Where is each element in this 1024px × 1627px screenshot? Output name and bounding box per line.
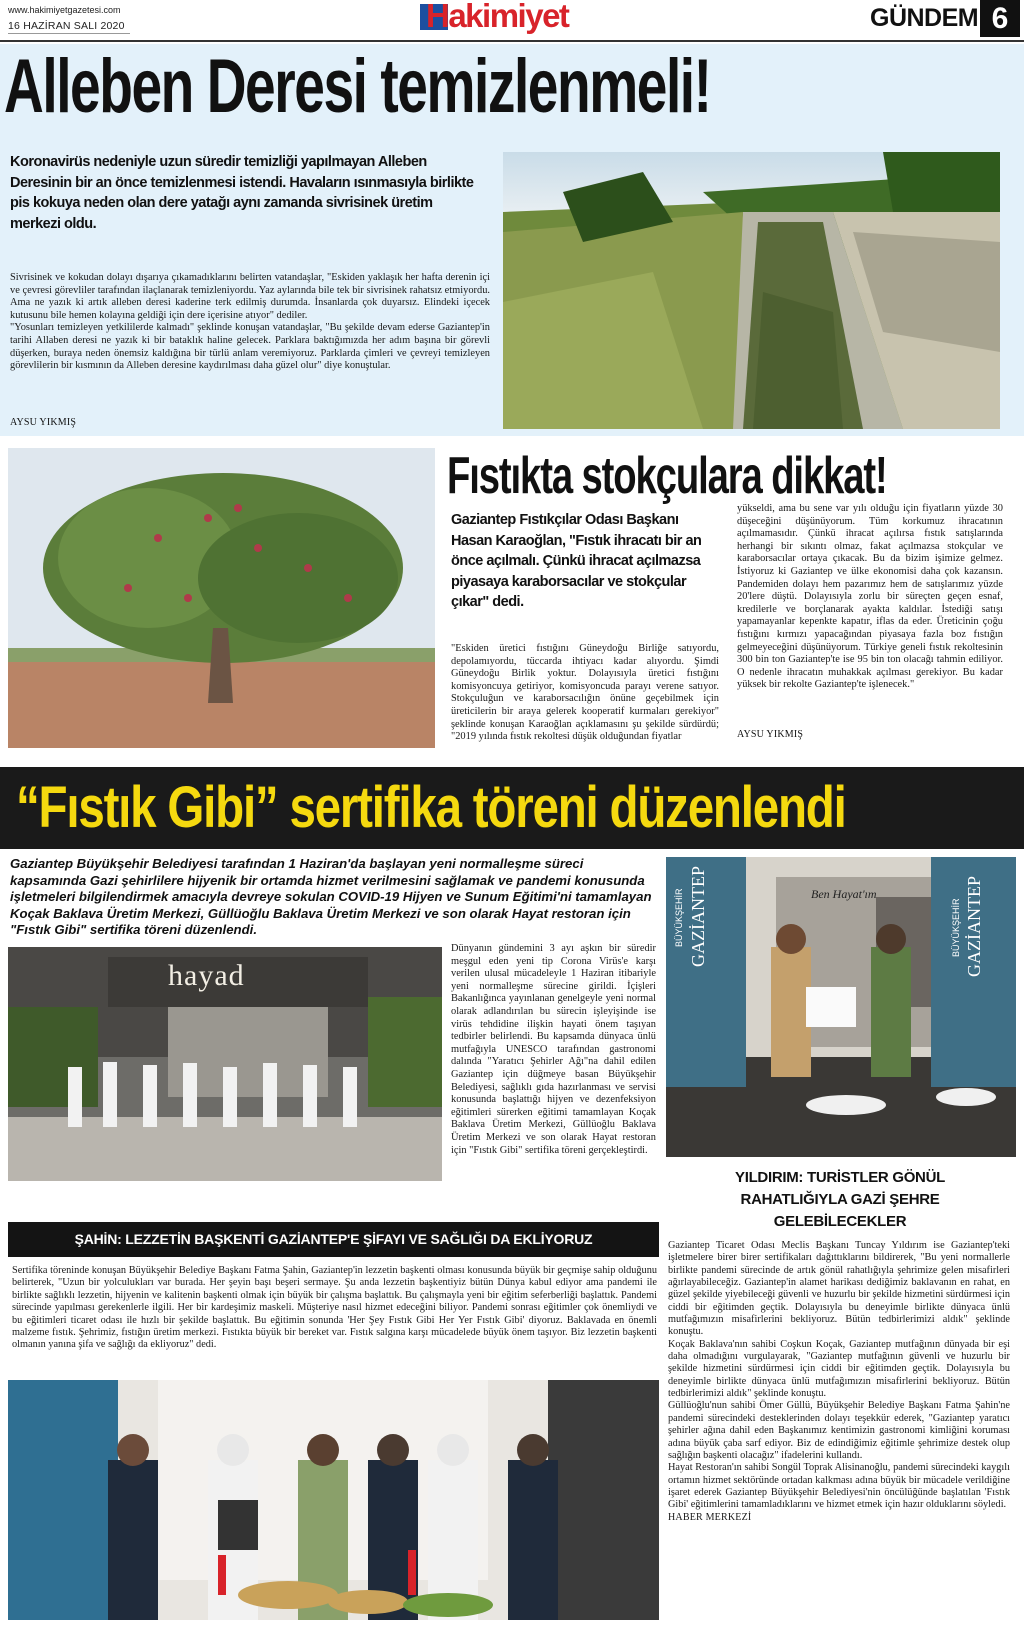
fistik-gibi-headline: “Fıstık Gibi” sertifika töreni düzenlendi — [16, 775, 846, 840]
hayad-sign: hayad — [168, 959, 245, 992]
fistik-author: AYSU YIKMIŞ — [737, 729, 804, 740]
alleben-story — [0, 44, 1024, 436]
pistachio-tree-photo — [8, 448, 435, 748]
alleben-author: AYSU YIKMIŞ — [10, 417, 77, 428]
yildirim-subhead: YILDIRIM: TURİSTLER GÖNÜL RAHATLIĞIYLA GAZİ ŞEHRE GELEBİLECEKLER — [735, 1169, 945, 1230]
alleben-lead: Koronavirüs nedeniyle uzun süredir temizliği yapılmayan Alleben Deresinin bir an önce temizlenmesi istendi. Havaların ısınmasıyla birlikte pis kokuya neden olan dere yatağı aynı zamanda sivrisinek üretim merkezi oldu. — [10, 154, 474, 232]
fistik-body-col2: yükseldi, ama bu sene var yılı olduğu için fiyatların yüzde 30 düşeceğini düşünüyorum. Tüm korkumuz ihracatının açılmamasıdır. Çünkü ihracat açılırsa fıstık satışlarında herhangi bir sıkıntı olmaz, fakat açılmazsa stokçular ve karaborsacılar ortaya çıkacak. Bu da bizim işimize gelmez. İstiyoruz ki Gaziantep ve ülke ekonomisi daha çok kazansın. Pandemiden dolayı hem pazarımız hem de satışlarımız yüzde 20'lere düştü. Dolayısıyla zorlu bir süreçten geçen esnaf, kredilerle ve borçlanarak ayakta kaldılar. İstediği satışı yapamayanlar kepenkte kapatır, iflas da eder. Üreticinin çoğu fıstığını kırmızı yapacağından piyasaya fazla boz fıstığın gelmeyeceğini düşünüyorum. Türkiye geneli fıstık rekoltesinin 300 bin ton Gaziantep'te ise 95 bin ton olacağı tahmin ediliyor. O nedenle ihracatın muhakkak açılması gerekiyor. Bu kadar yüksek bir rekolte Gaziantep'te işlenecek." — [737, 503, 1003, 691]
banner-right-2: GAZİANTEP — [964, 876, 984, 977]
page-number: 6 — [991, 2, 1009, 35]
masthead — [0, 0, 1024, 38]
fistik-gibi-lead: Gaziantep Büyükşehir Belediyesi tarafından 1 Haziran'da başlayan yeni normalleşme süreci kapsamında Gazi şehirlilere hijyenik bir ortamda hizmet verilmesini sağlamak ve pandemi konusunda işletmeleri bilgilendirmek amacıyla devreye sokulan COVID-19 Hijyen ve Sunum Eğitimi'ni tamamlayan Koçak Baklava Üretim Merkezi, Güllüoğlu Baklava Üretim Merkezi ve son olarak Hayat restoran için "Fıstık Gibi" sertifika töreni düzenlendi. — [10, 856, 652, 937]
fistik-body-col1: "Eskiden üretici fıstığını Güneydoğu Birliğe satıyordu, depolamıyordu, tüccarda ihtiyacı kadar alıyordu. Şimdi Güneydoğu Birlik yoktur. Dolayısıyla üretici fıstığını komisyoncuya getiriyor, komisyoncuda parayı verene satıyor. Stokçuluğun ve karaborsacılığın önüne geçebilmek için üreticilerin bir araya gelerek kooperatif kurmaları gerekiyor" şeklinde konuşan Karaoğlan açıklamasını şu şekilde sürdürdü; "2019 yılında fıstık rekoltesi düşük olduğundan fiyatlar — [451, 643, 719, 743]
yildirim-paragraph-2: Koçak Baklava'nın sahibi Coşkun Koçak, Gaziantep mutfağının dünyada bir eşi daha olmadığını vurgulayarak, "Gaziantep mutfağının güvenli ve huzurlu bir şekilde hizmetini sürdürmesi için ciddi bir eğitimden geçtik. Dolayısıyla bu deneyimle birlikte dünyaca ünlü mutfağımızın misafirlerini bekliyoruz. Bütün tedbirlerimizi aldık" şeklinde konuştu. — [668, 1338, 1010, 1400]
date-rule — [8, 33, 130, 34]
alleben-headline: Alleben Deresi temizlenmeli! — [4, 44, 711, 129]
alleben-paragraph-1: Sivrisinek ve kokudan dolayı dışarıya çıkamadıklarını belirten vatandaşlar, "Eskiden yaklaşık her hafta derenin içi ve çevresi görevliler tarafından ilaçlanarak temizleniyordu. Yaz aylarında bile tek bir sivrisinek rahatsız etmiyordu. Ama ne yazık ki artık alleben deresi kaderine terk edilmiş durumda. İnsanlarda çok duyarsız. Elindeki içecek kutusunu bile hemen kolayına geldiği için dere içerisine atıyor" dediler. — [10, 272, 490, 321]
fistik-lead: Gaziantep Fıstıkçılar Odası Başkanı Hasan Karaoğlan, "Fıstık ihracatı bir an önce açılmalı. Çünkü ihracat açılmazsa piyasaya karaborsacılar ve stokçular çıkar" dedi. — [451, 512, 702, 610]
banner-left-2: GAZİANTEP — [688, 866, 708, 967]
wall-sign: Ben Hayat'ım — [811, 887, 877, 901]
alleben-creek-photo — [503, 152, 1000, 429]
sahin-body: Sertifika töreninde konuşan Büyükşehir Belediye Başkanı Fatma Şahin, Gaziantep'in lezzetin başkenti olması konusunda büyük bir geçmişe sahip olduğunu belirterek, "Uzun bir yolculukları var burada. Her şeyin başı beşeri sermaye. Şu anda lezzetin başkentiyiz bütün Dünya kabul ediyor ama pandemi ile birlikte sağlıklı lezzetin, hijyenin ve kalitenin başkenti olmak için büyük bir çalışma başlattık. Bu çalışmayla yeni bir eğitim seferberliği başlattık. Pandemi sürecinde yapılması gerekenlerle ilgili. Her bir kardeşimiz maskeli. Müşteriye nasıl hizmet edeceğini biliyor. Pandemi sonrası eğitimler çok önemliydi ve bu eğitimleri ticaret odası ile hızlı bir şekilde başlattık. Bu eğitimin sonunda 'Her Şey Fıstık Gibi Her Yer Fıstık Gibi' diyoruz. Baklavada en önemli malzeme fıstık. Şehrimiz, fıstığın üretim merkezi. Fıstıkta büyük bir bereket var. Fıstık salgına karşı mücadelede büyük önem taşıyor. Biz lezzetin başkenti olmanın yanına şifa ve sağlığı da ekliyoruz" dedi. — [12, 1265, 657, 1351]
newspaper-logo[interactable] — [420, 0, 607, 34]
alleben-body — [10, 272, 490, 373]
yildirim-paragraph-3: Güllüoğlu'nun sahibi Ömer Güllü, Büyükşehir Belediye Başkanı Fatma Şahin'ne pandemi sürecindeki desteklerinden dolayı teşekkür ederek, "Gaziantep yaratıcı şehirler ağına dahil eden Başkanımız kentimizin gastronomi kimliğini koruması adına büyük çaba sarf ediyor. Biz de edindiğimiz eğitimle şehrimize destek olup sağlığın başkenti olacağız" ifadelerini kullandı. — [668, 1400, 1010, 1461]
banner-right-1: BÜYÜKŞEHİR — [951, 898, 961, 957]
officials-certificate-photo — [8, 1380, 659, 1620]
creek-image — [503, 152, 1000, 429]
sahin-subhead: ŞAHİN: LEZZETİN BAŞKENTİ GAZİANTEP'E ŞİFAYI VE SAĞLIĞI DA EKLİYORUZ — [74, 1231, 593, 1247]
sahin-subhead-bar — [8, 1222, 659, 1257]
fistik-headline: Fıstıkta stokçulara dikkat! — [447, 447, 887, 505]
pistachio-tree-image — [8, 448, 435, 748]
fistik-gibi-body: Dünyanın gündemini 3 ayı aşkın bir süredir meşgul eden yeni tip Corona Virüs'e karşı verilen ulusal mücadeleyle 1 Haziran itibariyle yeni normalleşme sürecine girildi. İçişleri Bakanlığınca yayınlanan genelgeyle yeni normal olarak adlandırılan bu sürecin işleyişinde ise virüs tehdidine ilişkin hayati önem taşıyan tedbirler belirlendi. Bu kapsamda dünyaca ünlü mutfağıyla UNESCO tarafından gastronomi dalında "Yaratıcı Şehirler Ağı"na dahil edilen Gaziantep için düğmeye basan Büyükşehir Belediyesi, sağlıklı gıda hazırlanması ve servisi konusunda başlattığı hijyen ve dezenfeksiyon eğitimleri sürerken eğitimi tamamlayan Koçak Baklava Üretim Merkezi, Güllüoğlu Baklava Üretim Merkezi ve son olarak Hayat restoran için "Fıstık Gibi" sertifika töreni gerçekleştirdi. — [451, 943, 656, 1156]
haber-merkezi-author: HABER MERKEZİ — [668, 1511, 752, 1523]
banner-left-1: BÜYÜKŞEHİR — [674, 888, 684, 947]
logo-text: Hakimiyet — [426, 0, 569, 34]
fistik-gibi-banner — [0, 767, 1024, 849]
hayad-restaurant-photo — [8, 947, 442, 1181]
page-number-box — [980, 0, 1020, 37]
yildirim-paragraph-1: Gaziantep Ticaret Odası Meclis Başkanı Tuncay Yıldırım ise Gaziantep'teki işletmelere birer birer sertifikaları dağıttıklarını bildirerek, "Bu yeni normallerle birlikte pandemi sürecinde de artık gönül rahatlığıyla şehrimize gelen misafirleri ağırlayabileceğiz. Gaziantep'in alamet harikası dediğimiz baklavanın en rahat, en güzel şekilde yiyebileceği güvenli ve huzurlu bir şekilde hizmetini sürdürmesi için ciddi bir eğitimden geçtik. Dolayısıyla bu deneyimle birlikte dünyaca ünlü mutfağımızın misafirlerini bekliyoruz. Bütün tedbirlerimizi aldık" şeklinde konuştu. — [668, 1240, 1010, 1338]
officials-image — [8, 1380, 659, 1620]
yildirim-paragraph-4: Hayat Restoran'ın sahibi Songül Toprak Alisinanoğlu, pandemi sürecindeki kaygılı ortamın hizmet sektöründe ortadan kalkması adına büyük bir mücadele verildiğine işaret ederek Gaziantep Büyükşehir Belediyesi'nin öncülüğünde başlatılan 'Fıstık Gibi' eğitimlerini tamamladıklarını ve hizmet etmek için hazır olduklarını söyledi. — [668, 1462, 1010, 1511]
alleben-paragraph-2: "Yosunları temizleyen yetkililerde kalmadı" şeklinde konuşan vatandaşlar, "Bu şekilde devam ederse Gaziantep'in tarihi Allaben deresi ne yazık ki bir bataklık haline gelecek. Parklara baktığımızda her adım başına bir görevli düşerken, buraya neden önemsiz kaldığına bir türlü anlam veremiyoruz. Parklarda çimleri ve çevreyi temizleyen görevlilerin bir kısmının da Alleben deresine kaydırılması daha güzel olur" diye konuştular. — [10, 322, 490, 372]
section-name: GÜNDEM — [870, 4, 979, 32]
website-url[interactable]: www.hakimiyetgazetesi.com — [8, 5, 121, 15]
yildirim-body — [668, 1240, 1010, 1524]
certificate-ceremony-photo — [666, 857, 1016, 1157]
issue-date: 16 HAZİRAN SALI 2020 — [8, 20, 125, 32]
